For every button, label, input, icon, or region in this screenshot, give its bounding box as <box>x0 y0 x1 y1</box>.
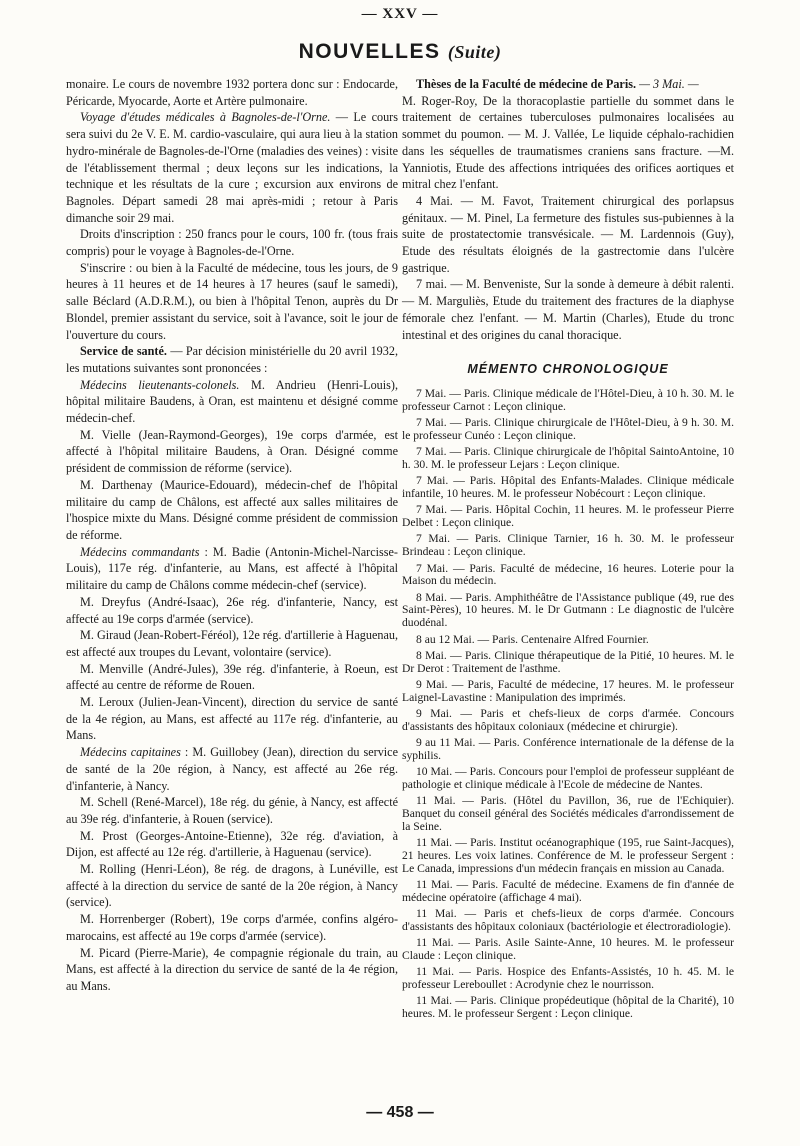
paragraph-picard: M. Picard (Pierre-Marie), 4e compagnie régionale du train, au Mans, est affecté à la direction du service de santé de la 4e région, au Mans. <box>66 945 398 993</box>
cdt-heading: Médecins commandants <box>80 544 200 559</box>
cap-heading: Médecins capitaines <box>80 745 181 760</box>
memento-entry: 9 Mai. — Paris, Faculté de médecine, 17 heures. M. le professeur Laignel-Lavastine : Manipulation des imprimés. <box>402 677 734 704</box>
memento-entry: 11 Mai. — Paris. Institut océanographique (195, rue Saint-Jacques), 21 heures. Les voix latines. Conférence de M. le professeur Sergent : Le Canada, impressions d'un médecin français en mission au Canada. <box>402 836 734 875</box>
memento-entry: 9 Mai. — Paris et chefs-lieux de corps d'armée. Concours d'assistants des hôpitaux coloniaux (médecine et chirurgie). <box>402 706 734 733</box>
memento-entry: 8 Mai. — Paris. Clinique thérapeutique de la Pitié, 10 heures. M. le Dr Derot : Traitement de l'asthme. <box>402 648 734 675</box>
memento-heading: MÉMENTO CHRONOLOGIQUE <box>467 362 669 377</box>
cap-text: : M. Guillobey (Jean), direction du service de santé de la 20e région, à Nancy, est affecté au 26e rég. d'infanterie, à Nancy. <box>66 745 398 793</box>
service-heading: Service de santé. <box>80 344 167 359</box>
memento-entry: 7 Mai. — Paris. Clinique chirurgicale de l'hôpital SaintoAntoine, 10 h. 30. M. le professeur Lejars : Leçon clinique. <box>402 445 734 471</box>
paragraph-commandants <box>66 544 398 594</box>
lc-text: M. Andrieu (Henri-Louis), hôpital militaire Baudens, à Oran, est maintenu et désigné comme médecin-chef. <box>66 377 398 426</box>
memento-entry: 7 Mai. — Paris. Clinique chirurgicale de l'Hôtel-Dieu, à 9 h. 30. M. le professeur Cunéo : Leçon clinique. <box>402 416 734 442</box>
paragraph-darthenay: M. Darthenay (Maurice-Edouard), médecin-chef de l'hôpital militaire du camp de Châlons, est affecté aux salles militaires de l'hospice mixte du Mans. Désigné comme président de commission de réforme. <box>66 477 398 542</box>
voyage-heading: Voyage d'études médicales à Bagnoles-de-l'Orne. <box>80 110 331 125</box>
paragraph-lieutenants-colonels <box>66 377 398 427</box>
title-main: NOUVELLES <box>298 40 441 63</box>
page-roman-numeral: — XXV — <box>361 6 439 22</box>
memento-entry: 7 Mai. — Paris. Clinique médicale de l'Hôtel-Dieu, à 10 h. 30. M. le professeur Carnot : Leçon clinique. <box>402 386 734 413</box>
memento-entry: 7 Mai. — Paris. Clinique Tarnier, 16 h. 30. M. le professeur Brindeau : Leçon clinique. <box>402 532 734 559</box>
paragraph-rolling: M. Rolling (Henri-Léon), 8e rég. de dragons, à Lunéville, est affecté à la direction du service de santé de la 20e région, à Nancy (service). <box>66 862 398 910</box>
left-column <box>66 76 398 995</box>
paragraph-service-sante <box>66 343 398 376</box>
paragraph-droits: Droits d'inscription : 250 francs pour le cours, 100 fr. (tous frais compris) pour le voyage à Bagnoles-de-l'Orne. <box>66 227 398 259</box>
paragraph-voyage <box>66 109 398 226</box>
paragraph-menville: M. Menville (André-Jules), 39e rég. d'infanterie, à Roeun, est affecté au centre de réforme de Rouen. <box>66 661 398 693</box>
memento-entry: 8 Mai. — Paris. Amphithéâtre de l'Assistance publique (49, rue des Saint-Pères), 10 heures. M. le Dr Gutmann : Le diagnostic de l'ulcère duodénal. <box>402 590 734 630</box>
paragraph-capitaines <box>66 744 398 794</box>
memento-entry: 7 Mai. — Paris. Hôpital Cochin, 11 heures. M. le professeur Pierre Delbet : Leçon clinique. <box>402 503 734 530</box>
paragraph-horrenberger: M. Horrenberger (Robert), 19e corps d'armée, confins algéro-marocains, est affecté au 19e corps d'armée (service). <box>66 912 398 943</box>
paragraph-course-content: monaire. Le cours de novembre 1932 portera donc sur : Endocarde, Péricarde, Myocarde, Aorte et Artère pulmonaire. <box>66 77 398 108</box>
right-column <box>402 76 734 1025</box>
memento-entry: 11 Mai. — Paris. Hospice des Enfants-Assistés, 10 h. 45. M. le professeur Lereboullet : Acrodynie chez le nourrisson. <box>402 965 734 992</box>
memento-entry: 11 Mai. — Paris. Clinique propédeutique (hôpital de la Charité), 10 heures. M. le professeur Sergent : Leçon clinique. <box>402 994 734 1021</box>
page-number: — 458 — <box>366 1104 434 1121</box>
lc-heading: Médecins lieutenants-colonels. <box>80 377 240 392</box>
paragraph-theses-7mai: 7 mai. — M. Benveniste, Sur la sonde à demeure à débit ralenti. — M. Marguliès, Etude du traitement des fractures de la diaphyse fémorale chez l'enfant. — M. Martin (Charles), Etude du tronc intestinal et des origines du canal thoracique. <box>402 277 734 342</box>
paragraph-leroux: M. Leroux (Julien-Jean-Vincent), direction du service de santé de la 4e région, au Mans, est affecté au 117e rég. d'infanterie, au Mans. <box>66 695 398 743</box>
voyage-text: — Le cours sera suivi du 2e V. E. M. cardio-vasculaire, qui aura lieu à la station hydro-minérale de Bagnoles-de-l'Orne (maladies des veines) : visite de l'établissement thermal ; deux leçons sur les indications, la technique et les résultats de la cure ; excursion aux environs de Bagnoles. Départ samedi 28 mai après-midi ; retour à Paris dimanche soir 29 mai. <box>66 110 398 225</box>
memento-entry: 8 au 12 Mai. — Paris. Centenaire Alfred Fournier. <box>416 632 649 646</box>
service-text: — Par décision ministérielle du 20 avril 1932, les mutations suivantes sont prononcées : <box>66 344 398 375</box>
paragraph-theses <box>402 76 734 93</box>
memento-list <box>402 388 734 1021</box>
paragraph-prost: M. Prost (Georges-Antoine-Etienne), 32e rég. d'aviation, à Dijon, est affecté au 12e rég. d'artillerie, à Haguenau (service). <box>66 828 398 860</box>
theses-date: — 3 Mai. — <box>636 77 699 91</box>
title-suffix: (Suite) <box>447 42 502 62</box>
section-title <box>0 40 800 64</box>
paragraph-schell: M. Schell (René-Marcel), 18e rég. du génie, à Nancy, est affecté au 39e rég. d'infanterie, à Rouen (service). <box>66 795 398 826</box>
memento-entry: 11 Mai. — Paris. (Hôtel du Pavillon, 36, rue de l'Echiquier). Banquet du conseil général des Sociétés médicales d'arrondissement de la Seine. <box>402 794 734 833</box>
paragraph-theses-3mai: M. Roger-Roy, De la thoracoplastie partielle du sommet dans le traitement de certaines tuberculoses pulmonaires localisées au sommet du poumon. — M. J. Vallée, Le liquide céphalo-rachidien dans les séquelles de traumatismes craniens sans fracture. —M. Yanniotis, Etude des affections intriquées des orifices aortiques et mitral chez l'enfant. <box>402 93 734 192</box>
memento-entry: 9 au 11 Mai. — Paris. Conférence internationale de la défense de la syphilis. <box>402 736 734 762</box>
paragraph-dreyfus: M. Dreyfus (André-Isaac), 26e rég. d'infanterie, Nancy, est affecté au 19e corps d'armée (service). <box>66 594 398 626</box>
memento-entry: 7 Mai. — Paris. Hôpital des Enfants-Malades. Clinique médicale infantile, 10 heures. M. le professeur Nobécourt : Leçon clinique. <box>402 474 734 501</box>
memento-entry: 7 Mai. — Paris. Faculté de médecine, 16 heures. Loterie pour la Maison du médecin. <box>402 561 734 588</box>
cdt-text: : M. Badie (Antonin-Michel-Narcisse-Louis), 117e rég. d'infanterie, au Mans, est affecté à l'hôpital militaire du camp de Châlons comme médecin-chef (service). <box>66 544 398 593</box>
memento-entry: 11 Mai. — Paris. Faculté de médecine. Examens de fin d'année de médecine opératoire (affichage 4 mai). <box>402 878 734 904</box>
theses-heading: Thèses de la Faculté de médecine de Paris. <box>416 77 637 91</box>
memento-entry: 11 Mai. — Paris et chefs-lieux de corps d'armée. Concours d'assistants des hôpitaux coloniaux (bactériologie et électroradiologie). <box>402 907 734 933</box>
memento-entry: 11 Mai. — Paris. Asile Sainte-Anne, 10 heures. M. le professeur Claude : Leçon clinique. <box>402 936 734 963</box>
paragraph-inscription: S'inscrire : ou bien à la Faculté de médecine, tous les jours, de 9 heures à 11 heures et de 14 heures à 17 heures (sauf le samedi), salle Béclard (A.D.R.M.), ou bien à l'hôpital Tenon, auprès du Dr Blondel, premier assistant du service, soit à l'avance, soit le jour de l'ouverture du cours. <box>66 260 398 342</box>
paragraph-theses-4mai: 4 Mai. — M. Favot, Traitement chirurgical des porlapsus génitaux. — M. Pinel, La fermeture des fistules sus-pubiennes à la suite de prostatectomie transvésicale. — M. Lardennois (Guy), Etude des résultats éloignés de la gastrectomie dans l'ulcère gastrique. <box>402 193 734 275</box>
paragraph-giraud: M. Giraud (Jean-Robert-Féréol), 12e rég. d'artillerie à Haguenau, est affecté aux troupes du Levant, volontaire (service). <box>66 628 398 659</box>
paragraph-vielle: M. Vielle (Jean-Raymond-Georges), 19e corps d'armée, est affecté à l'hôpital militaire Baudens, à Oran. Désigné comme président de commission de réforme (service). <box>66 427 398 476</box>
memento-entry: 10 Mai. — Paris. Concours pour l'emploi de professeur suppléant de pathologie et clinique médicale à l'Ecole de médecine de Nantes. <box>402 765 734 791</box>
